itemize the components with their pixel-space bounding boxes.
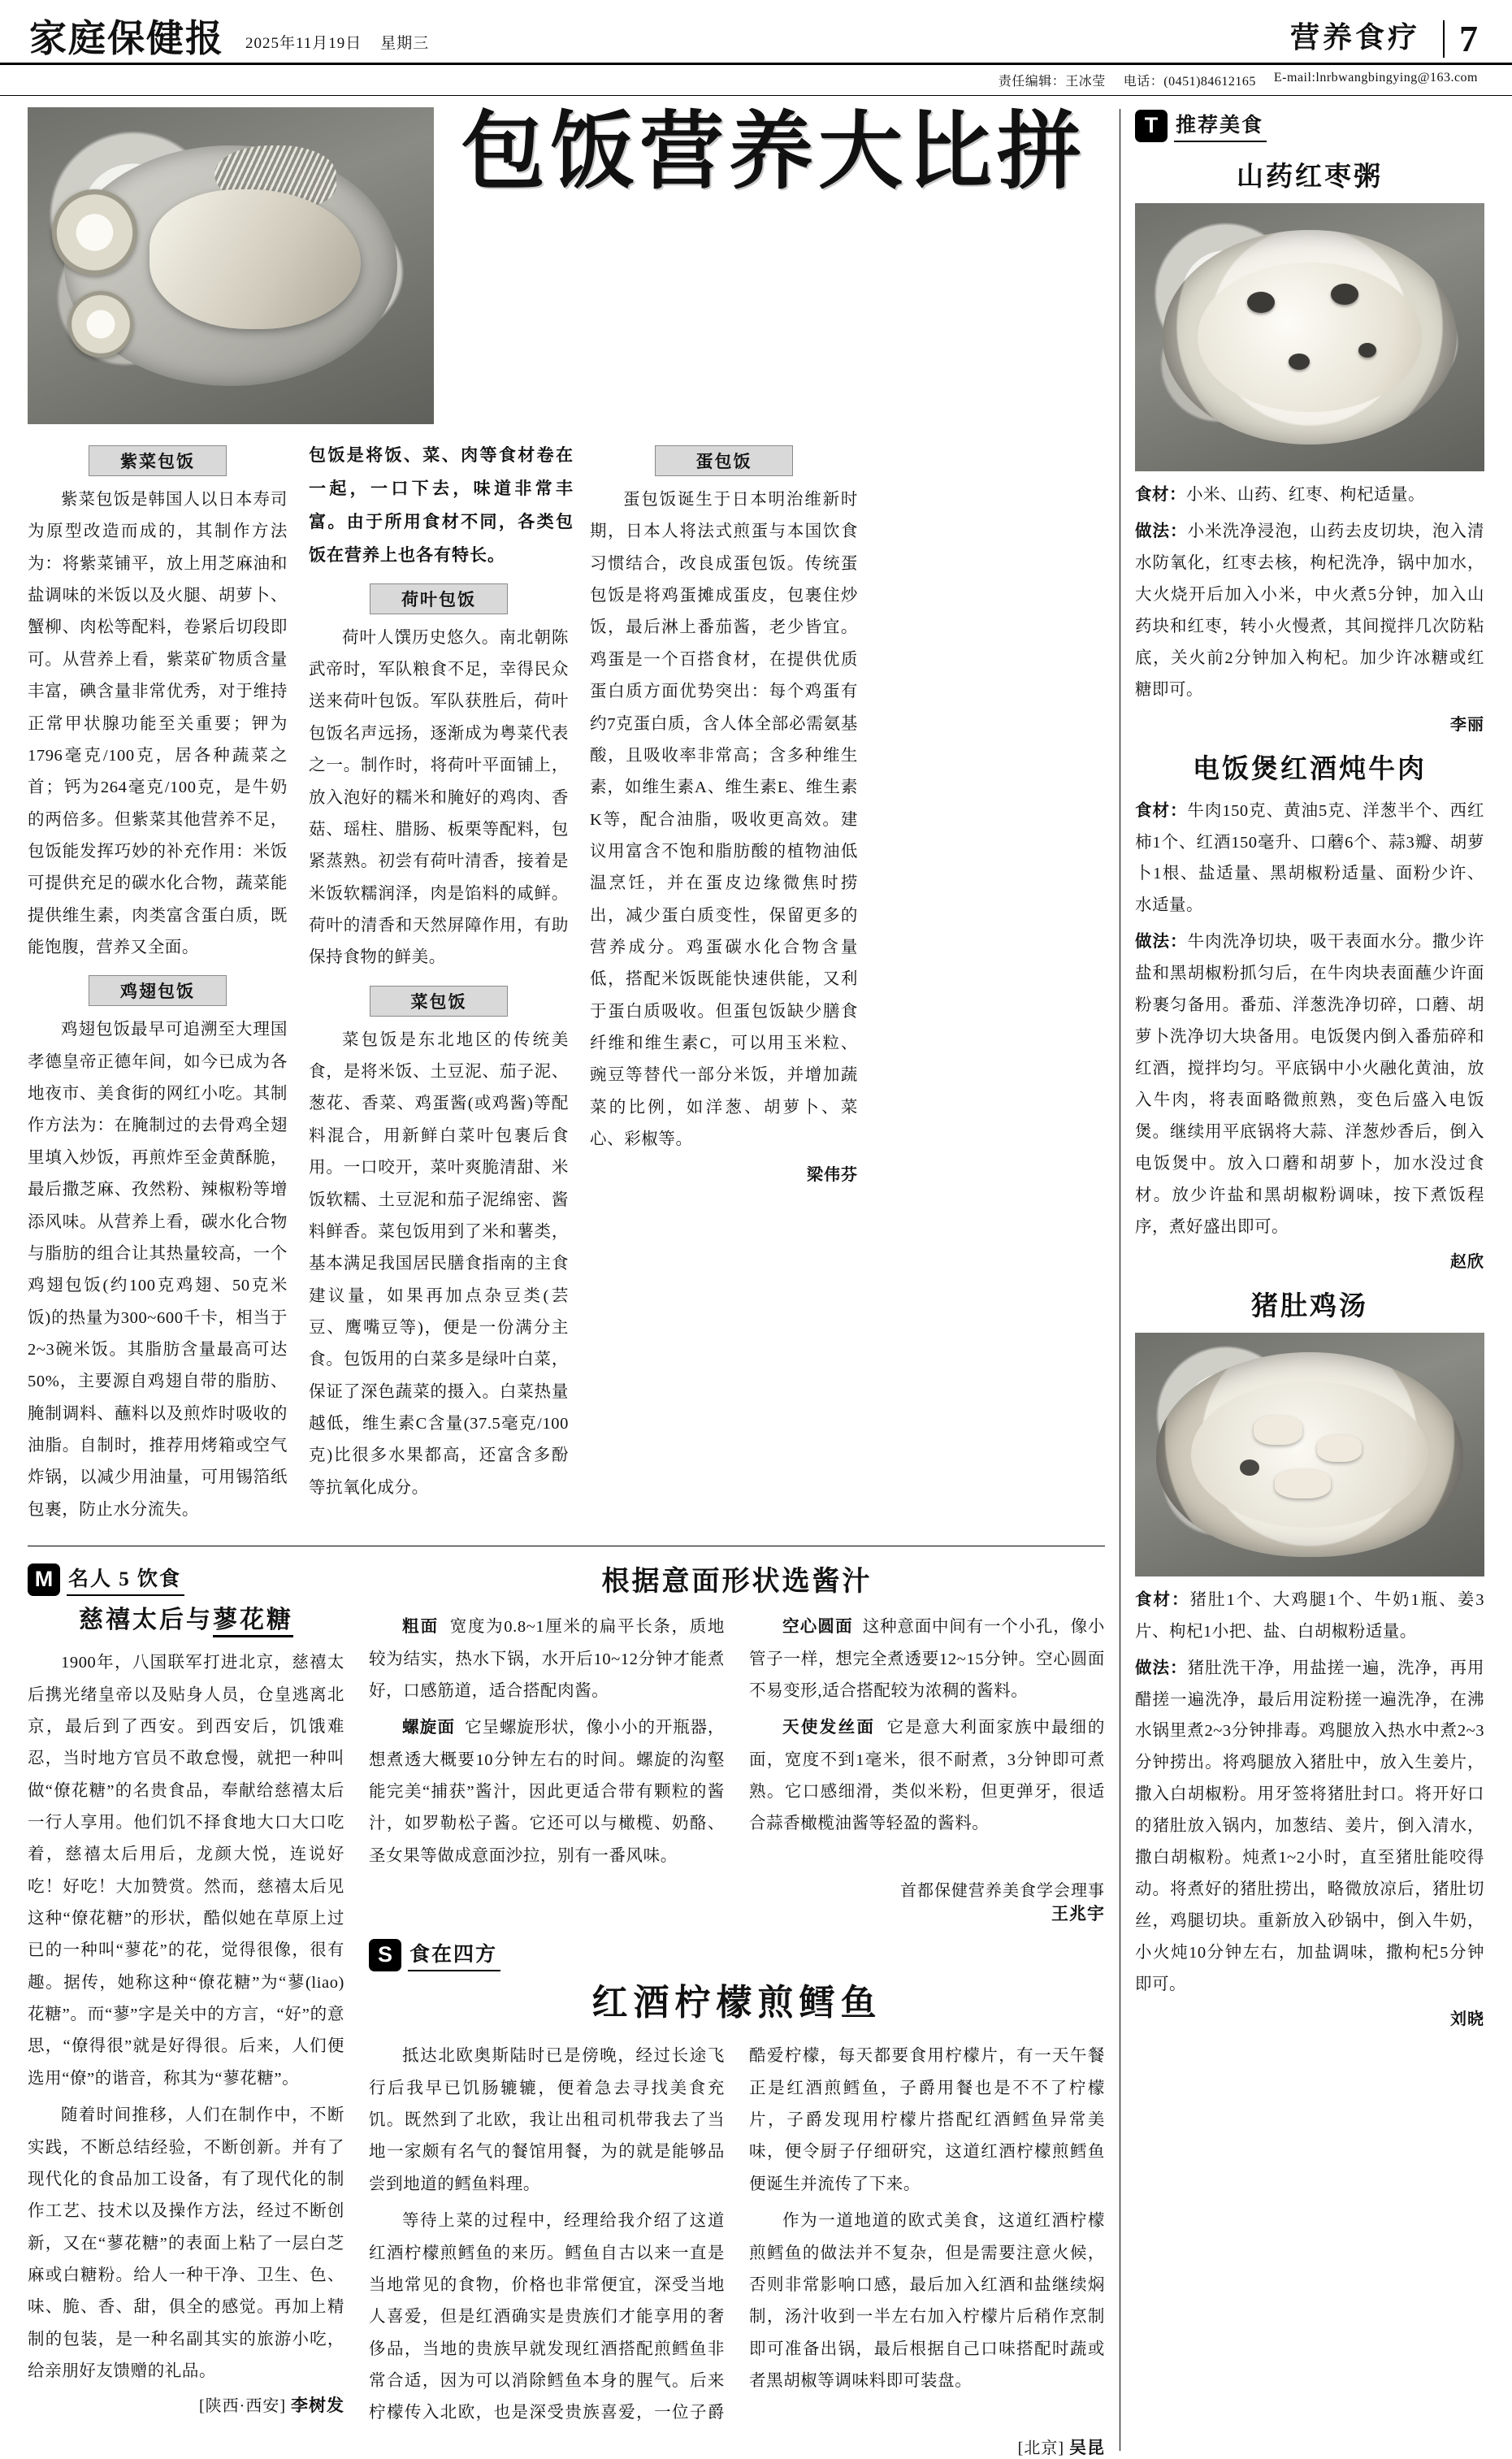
fish-para-1: 抵达北欧奥斯陆时已是傍晚，经过长途飞行后我早已饥肠辘辘，便着急去寻找美食充饥。既然到了北欧，我让出租司机带我去了当地一家颇有名气的餐馆用餐，为的就是能够品尝到地道的鳕鱼料理。 xyxy=(369,2047,725,2193)
recipe-1-date-1 xyxy=(1247,292,1275,313)
badge-food-regions xyxy=(369,1938,1105,1971)
paper-title: 家庭保健报 xyxy=(29,18,224,59)
recommended-food-column xyxy=(1135,96,1484,2459)
section-title: 营养食疗 xyxy=(1289,21,1420,54)
recipe-1-author: 李丽 xyxy=(1450,715,1484,734)
sauce-sig-name: 王兆宇 xyxy=(1051,1904,1105,1924)
feature-title-zone xyxy=(434,107,1105,198)
recipe-3-method-label: 做法： xyxy=(1135,1659,1188,1677)
fish-sig-place: [北京] xyxy=(1017,2439,1064,2457)
sauce-item-1 xyxy=(369,1611,725,1707)
recipe-1-ingredients-text: 小米、山药、红枣、枸杞适量。 xyxy=(1186,486,1425,504)
sauce-title: 根据意面形状选酱汁 xyxy=(601,1567,873,1598)
photo-lemon-slice-2 xyxy=(68,291,133,358)
sauce-item-4 xyxy=(749,1712,1105,1840)
date-text: 2025年11月19日 xyxy=(245,35,362,52)
sauce-item-2 xyxy=(369,1712,725,1872)
recipe-3-photo xyxy=(1135,1333,1484,1576)
feature-byline: 梁伟芬 xyxy=(807,1165,858,1184)
recipe-3-chunk-2 xyxy=(1317,1435,1363,1462)
badge-label-food-regions: 食在四方 xyxy=(408,1938,500,1971)
recipe-3-ingredients-label: 食材： xyxy=(1135,1590,1190,1609)
recipe-1-title: 山药红枣粥 xyxy=(1237,163,1383,192)
fish-sig-name: 吴昆 xyxy=(1069,2437,1105,2457)
recipe-1-date-3 xyxy=(1289,353,1310,370)
feature-headline: 包饭营养大比拼 xyxy=(460,106,1086,199)
celebrity-title-pre: 慈禧太后与 xyxy=(79,1607,213,1634)
recipe-2-title: 电饭煲红酒炖牛肉 xyxy=(1193,754,1427,784)
recipe-3-chunk-1 xyxy=(1254,1416,1302,1445)
recipe-1-photo xyxy=(1135,203,1484,471)
recipe-card-1 xyxy=(1135,155,1484,735)
feature-lede: 包饭是将饭、菜、肉等食材卷在一起，一口下去，味道非常丰富。由于所用食材不同，各类包饭在营养上也各有特长。 xyxy=(309,445,574,565)
recipe-2-ingredients-text: 牛肉150克、黄油5克、洋葱半个、西红柿1个、红酒150毫升、口蘑6个、蒜3瓣、胡萝卜1根、盐适量、黑胡椒粉适量、面粉少许、水适量。 xyxy=(1135,801,1484,915)
masthead xyxy=(0,0,1512,65)
subhead-zicai: 紫菜包饭 xyxy=(89,445,227,476)
badge-celebrity xyxy=(28,1563,344,1596)
photo-lemon-slice-1 xyxy=(52,189,137,275)
badge-letter-m: M xyxy=(28,1563,60,1596)
fish-body xyxy=(369,2040,1105,2429)
left-zone xyxy=(28,96,1105,2459)
badge-label-celebrity: 名人 5 饮食 xyxy=(67,1563,184,1596)
sauce-item-1-text: 宽度为0.8~1厘米的扁平长条，质地较为结实，热水下锅，水开后10~12分钟才能煮好，口感筋道，适合搭配肉酱。 xyxy=(369,1618,726,1701)
subhead-jichi: 鸡翅包饭 xyxy=(89,975,227,1006)
page-body xyxy=(0,96,1512,2459)
para-jichi: 鸡翅包饭最早可追溯至大理国孝德皇帝正德年间，如今已成为各地夜市、美食街的网红小吃。其制作方法为：在腌制过的去骨鸡全翅里填入炒饭，再煎炸至金黄酥脆，最后撒芝麻、孜然粉、辣椒粉等增添风味。从营养上看，碳水化合物与脂肪的组合让其热量较高，一个鸡翅包饭(约100克鸡翅、50克米饭)的热量为300~600千卡，相当于2~3碗米饭。其脂肪含量最高可达50%，主要源自鸡翅自带的脂肪、腌制调料、蘸料以及煎炸时吸收的油脂。自制时，推荐用烤箱或空气炸锅，以减少用油量，可用锡箔纸包裹，防止水分流失。 xyxy=(28,1021,288,1519)
sauce-signature xyxy=(369,1877,1105,1925)
badge-recommended xyxy=(1135,109,1484,142)
celebrity-para-1: 1900年，八国联军打进北京，慈禧太后携光绪皇帝以及贴身人员，仓皇逃离北京，最后到了西安。到西安后，饥饿难忍，当时地方官员不敢怠慢，就把一种叫做“僚花糖”的名贵食品，奉献给慈禧太后一行人享用。他们饥不择食地大口大口吃着，慈禧太后用后，龙颜大悦，连说好吃！好吃！大加赞赏。然而，慈禧太后见这种“僚花糖”的形状，酷似她在草原上过已的一种叫“蓼花”的花，觉得很像，很有趣。据传，她称这种“僚花糖”为“蓼(liao)花糖”。而“蓼”字是关中的方言，“好”的意思，“僚得很”就是好得很。后来，人们便选用“僚”的谐音，称其为“蓼花糖”。 xyxy=(28,1654,344,2088)
subhead-cai: 菜包饭 xyxy=(370,986,508,1017)
editor-email: E-mail:lnrbwangbingying@163.com xyxy=(1273,71,1478,85)
celebrity-title-highlight: 蓼花糖 xyxy=(213,1607,293,1637)
mid-right-stack xyxy=(369,1550,1105,2459)
celebrity-sig-place: [陕西·西安] xyxy=(199,2397,286,2416)
recipe-2-method-text: 牛肉洗净切块，吸干表面水分。撒少许盐和黑胡椒粉抓匀后，在牛肉块表面蘸少许面粉裹匀备用。番茄、洋葱洗净切碎，口蘑、胡萝卜洗净切大块备用。电饭煲内倒入番茄碎和红酒，搅拌均匀。平底锅中小火融化黄油，放入牛肉，将表面略微煎熟，变色后盛入电饭煲。继续用平底锅将大蒜、洋葱炒香后，倒入电饭煲中。放入口蘑和胡萝卜，加水没过食材。放少许盐和黑胡椒粉调味，按下煮饭程序，煮好盛出即可。 xyxy=(1135,933,1485,1236)
feature-col-1 xyxy=(28,434,288,1531)
celebrity-sig-name: 李树发 xyxy=(291,2396,344,2416)
sauce-item-3-text: 这种意面中间有一个小孔，像小管子一样，想完全煮透要12~15分钟。空心圆面不易变形,适合搭配较为浓稠的酱料。 xyxy=(749,1618,1105,1701)
recipe-1-method-text: 小米洗净浸泡，山药去皮切块，泡入清水防氧化，红枣去核，枸杞洗净，锅中加水，大火烧开后加入小米，中火煮5分钟，加入山药块和红枣，转小火慢煮，其间搅拌几次防粘底，关火前2分钟加入枸杞。加少许冰糖或红糖即可。 xyxy=(1135,522,1485,699)
subhead-heye: 荷叶包饭 xyxy=(370,583,508,614)
feature-col-3 xyxy=(590,434,858,1531)
celebrity-para-2: 随着时间推移，人们在制作中，不断实践，不断总结经验，不断创新。并有了现代化的食品加工设备，有了现代化的制作工艺、技术以及操作方法，经过不断创新，又在“蓼花糖”的表面上粘了一层白芝麻或白糖粉。给人一种干净、卫生、色、味、脆、香、甜，俱全的感觉。再加上精制的包装，是一种名副其实的旅游小吃，给亲朋好友馈赠的礼品。 xyxy=(28,2106,344,2381)
fish-para-3: 作为一道地道的欧式美食，这道红酒柠檬煎鳕鱼的做法并不复杂，但是需要注意火候，否则非常影响口感，最后加入红酒和盐继续焖制，汤汁收到一半左右加入柠檬片后稍作烹制即可准备出锅，最后根据自己口味搭配时蔬或者黑胡椒等调味料即可装盘。 xyxy=(749,2212,1105,2390)
sauce-item-4-name: 天使发丝面 xyxy=(782,1719,876,1737)
recipe-2-method-label: 做法： xyxy=(1135,933,1188,952)
celebrity-signature xyxy=(28,2392,344,2417)
recipe-3-method-text: 猪肚洗干净，用盐搓一遍，洗净，再用醋搓一遍洗净，最后用淀粉搓一遍洗净，在沸水锅里煮2~3分钟排毒。鸡腿放入热水中煮2~3分钟捞出。将鸡腿放入猪肚中，放入生姜片，撒入白胡椒粉。用牙签将猪肚封口。将开好口的猪肚放入锅内，加葱结、姜片，倒入清水，撒白胡椒粉。炖煮1~2小时，直至猪肚能咬得动。将煮好的猪肚捞出，略微放凉后，猪肚切丝，鸡腿切块。重新放入砂锅中，倒入牛奶，小火炖10分钟左右，加盐调味，撒枸杞5分钟即可。 xyxy=(1135,1659,1485,1993)
recipe-3-ingredients xyxy=(1135,1585,1484,1648)
recipe-2-ingredients-label: 食材： xyxy=(1135,801,1188,820)
recipe-1-method xyxy=(1135,516,1484,706)
recipe-3-method xyxy=(1135,1653,1484,2001)
badge-letter-s: S xyxy=(369,1939,401,1971)
page-number: 7 xyxy=(1443,20,1483,58)
editor-line xyxy=(0,65,1512,96)
issue-date xyxy=(245,31,429,58)
feature-header xyxy=(28,107,1105,424)
celebrity-story xyxy=(28,1550,344,2459)
recipe-card-3 xyxy=(1135,1285,1484,2029)
badge-label-recommended: 推荐美食 xyxy=(1174,109,1267,142)
badge-letter-t: T xyxy=(1135,110,1168,142)
recipe-1-date-4 xyxy=(1358,343,1376,358)
para-cai: 菜包饭是东北地区的传统美食，是将米饭、土豆泥、茄子泥、葱花、香菜、鸡蛋酱(或鸡酱)等配料混合，用新鲜白菜叶包裹后食用。一口咬开，菜叶爽脆清甜、米饭软糯、土豆泥和茄子泥绵密、酱料鲜香。菜包饭用到了米和薯类，基本满足我国居民膳食指南的主食建议量，如果再加点杂豆类(芸豆、鹰嘴豆等)，便是一份满分主食。包饭用的白菜多是绿叶白菜，保证了深色蔬菜的摄入。白菜热量越低，维生素C含量(37.5毫克/100克)比很多水果都高，还富含多酚等抗氧化成分。 xyxy=(309,1030,569,1497)
recipe-1-date-2 xyxy=(1331,284,1358,305)
recipe-1-congee xyxy=(1198,262,1421,413)
feature-article xyxy=(28,96,1105,1531)
fish-para-2: 等待上菜的过程中，经理给我介绍了这道红酒柠檬煎鳕鱼的来历。鳕鱼自古以来一直是当地常见的食物，价格也非常便宜，深受当地人喜爱，但是红酒确实是贵族们才能享用的奢侈品，当地的贵族早就发现红酒搭配煎鳕鱼非常合适，因为可以消除鳕鱼本身的腥气。后来柠檬传入北欧，也是深受贵族喜爱，一位子爵酷爱柠檬，每天都要食用柠檬片，有一天午餐正是红酒煎鳕鱼，子爵用餐也是不不了柠檬片，子爵发现用柠檬片搭配红酒鳕鱼异常美味，便令厨子仔细研究，这道红酒柠檬煎鳕鱼便诞生并流传了下来。 xyxy=(369,2047,1105,2422)
para-heye: 荷叶人馔历史悠久。南北朝陈武帝时，军队粮食不足，幸得民众送来荷叶包饭。军队获胜后，荷叶包饭名声远扬，逐渐成为粤菜代表之一。制作时，将荷叶平面铺上，放入泡好的糯米和腌好的鸡肉、香菇、瑶柱、腊肠、板栗等配料，包紧蒸熟。初尝有荷叶清香，接着是米饭软糯润泽，肉是馅料的咸鲜。荷叶的清香和天然屏障作用，有助保持食物的鲜美。 xyxy=(309,628,569,967)
sauce-item-2-text: 它呈螺旋形状，像小小的开瓶器，想煮透大概要10分钟左右的时间。螺旋的沟壑能完美“捕获”酱汁，因此更适合带有颗粒的酱汁，如罗勒松子酱。它还可以与橄榄、奶酪、圣女果等做成意面沙拉，别有一番风味。 xyxy=(369,1719,726,1865)
weekday-text: 星期三 xyxy=(380,35,430,52)
recipe-2-author: 赵欣 xyxy=(1450,1252,1484,1271)
sauce-item-2-name: 螺旋面 xyxy=(402,1719,456,1737)
mid-section xyxy=(28,1546,1105,2459)
recipe-1-ingredients-label: 食材： xyxy=(1135,486,1186,504)
feature-columns xyxy=(28,434,1105,1531)
sauce-body xyxy=(369,1611,1105,1872)
sauce-item-4-text: 它是意大利面家族中最细的面，宽度不到1毫米，很不耐煮，3分钟即可煮熟。它口感细滑，类似米粉，但更弹牙，很适合蒜香橄榄油酱等轻盈的酱料。 xyxy=(749,1719,1106,1833)
recipe-2-ingredients xyxy=(1135,796,1484,922)
recipe-3-chunk-3 xyxy=(1275,1469,1331,1498)
recipe-3-author: 刘晓 xyxy=(1450,2010,1484,2028)
sauce-item-3 xyxy=(749,1611,1105,1707)
sauce-item-1-name: 粗面 xyxy=(402,1618,440,1637)
para-zicai: 紫菜包饭是韩国人以日本寿司为原型改造而成的，其制作方法为：将紫菜铺平，放上用芝麻油和盐调味的米饭以及火腿、胡萝卜、蟹柳、肉松等配料，卷紧后切段即可。从营养上看，紫菜矿物质含量丰富，碘含量非常优秀，对于维持正常甲状腺功能至关重要；钾为1796毫克/100克，居各种蔬菜之首；钙为264毫克/100克，是牛奶的两倍多。但紫菜其他营养不足，包饭能发挥巧妙的补充作用：米饭可提供充足的碳水化合物，蔬菜能提供维生素，肉类富含蛋白质，既能饱腹，营养又全面。 xyxy=(28,491,288,957)
editor-phone: 电话：(0451)84612165 xyxy=(1123,75,1256,89)
editor-name: 责任编辑：王冰莹 xyxy=(998,75,1106,89)
recipe-1-method-label: 做法： xyxy=(1135,522,1188,540)
feature-photo xyxy=(28,107,434,424)
fish-signature xyxy=(369,2435,1105,2459)
feature-col-2 xyxy=(309,434,574,1531)
recipe-3-soup xyxy=(1191,1381,1428,1528)
recipe-3-ingredients-text: 猪肚1个、大鸡腿1个、牛奶1瓶、姜3片、枸杞1小把、盐、白胡椒粉适量。 xyxy=(1135,1590,1484,1641)
recipe-3-goji xyxy=(1240,1459,1259,1476)
recipe-2-method xyxy=(1135,926,1484,1243)
recipe-card-2 xyxy=(1135,748,1484,1272)
para-dan: 蛋包饭诞生于日本明治维新时期，日本人将法式煎蛋与本国饮食习惯结合，改良成蛋包饭。传统蛋包饭是将鸡蛋摊成蛋皮，包裹住炒饭，最后淋上番茄酱，老少皆宜。鸡蛋是一个百搭食材，在提供优质蛋白质方面优势突出：每个鸡蛋有约7克蛋白质，含人体全部必需氨基酸，且吸收率非常高；含多种维生素，如维生素A、维生素E、维生素K等，配合油脂，吸收更高效。建议用富含不饱和脂肪酸的植物油低温烹饪，并在蛋皮边缘微焦时捞出，减少蛋白质变性，保留更多的营养成分。鸡蛋碳水化合物含量低，搭配米饭既能快速供能，又利于蛋白质吸收。但蛋包饭缺少膳食纤维和维生素C，可以用玉米粒、豌豆等替代一部分米饭，并增加蔬菜的比例，如洋葱、胡萝卜、菜心、彩椒等。 xyxy=(590,491,858,1149)
celebrity-title xyxy=(28,1604,344,1636)
subhead-dan: 蛋包饭 xyxy=(655,445,793,476)
sauce-sig-org: 首都保健营养美食学会理事 xyxy=(900,1882,1105,1901)
recipe-1-ingredients xyxy=(1135,479,1484,511)
recipe-3-title: 猪肚鸡汤 xyxy=(1251,1291,1368,1321)
fish-title: 红酒柠檬煎鳕鱼 xyxy=(591,1983,882,2023)
sauce-item-3-name: 空心圆面 xyxy=(782,1618,853,1637)
